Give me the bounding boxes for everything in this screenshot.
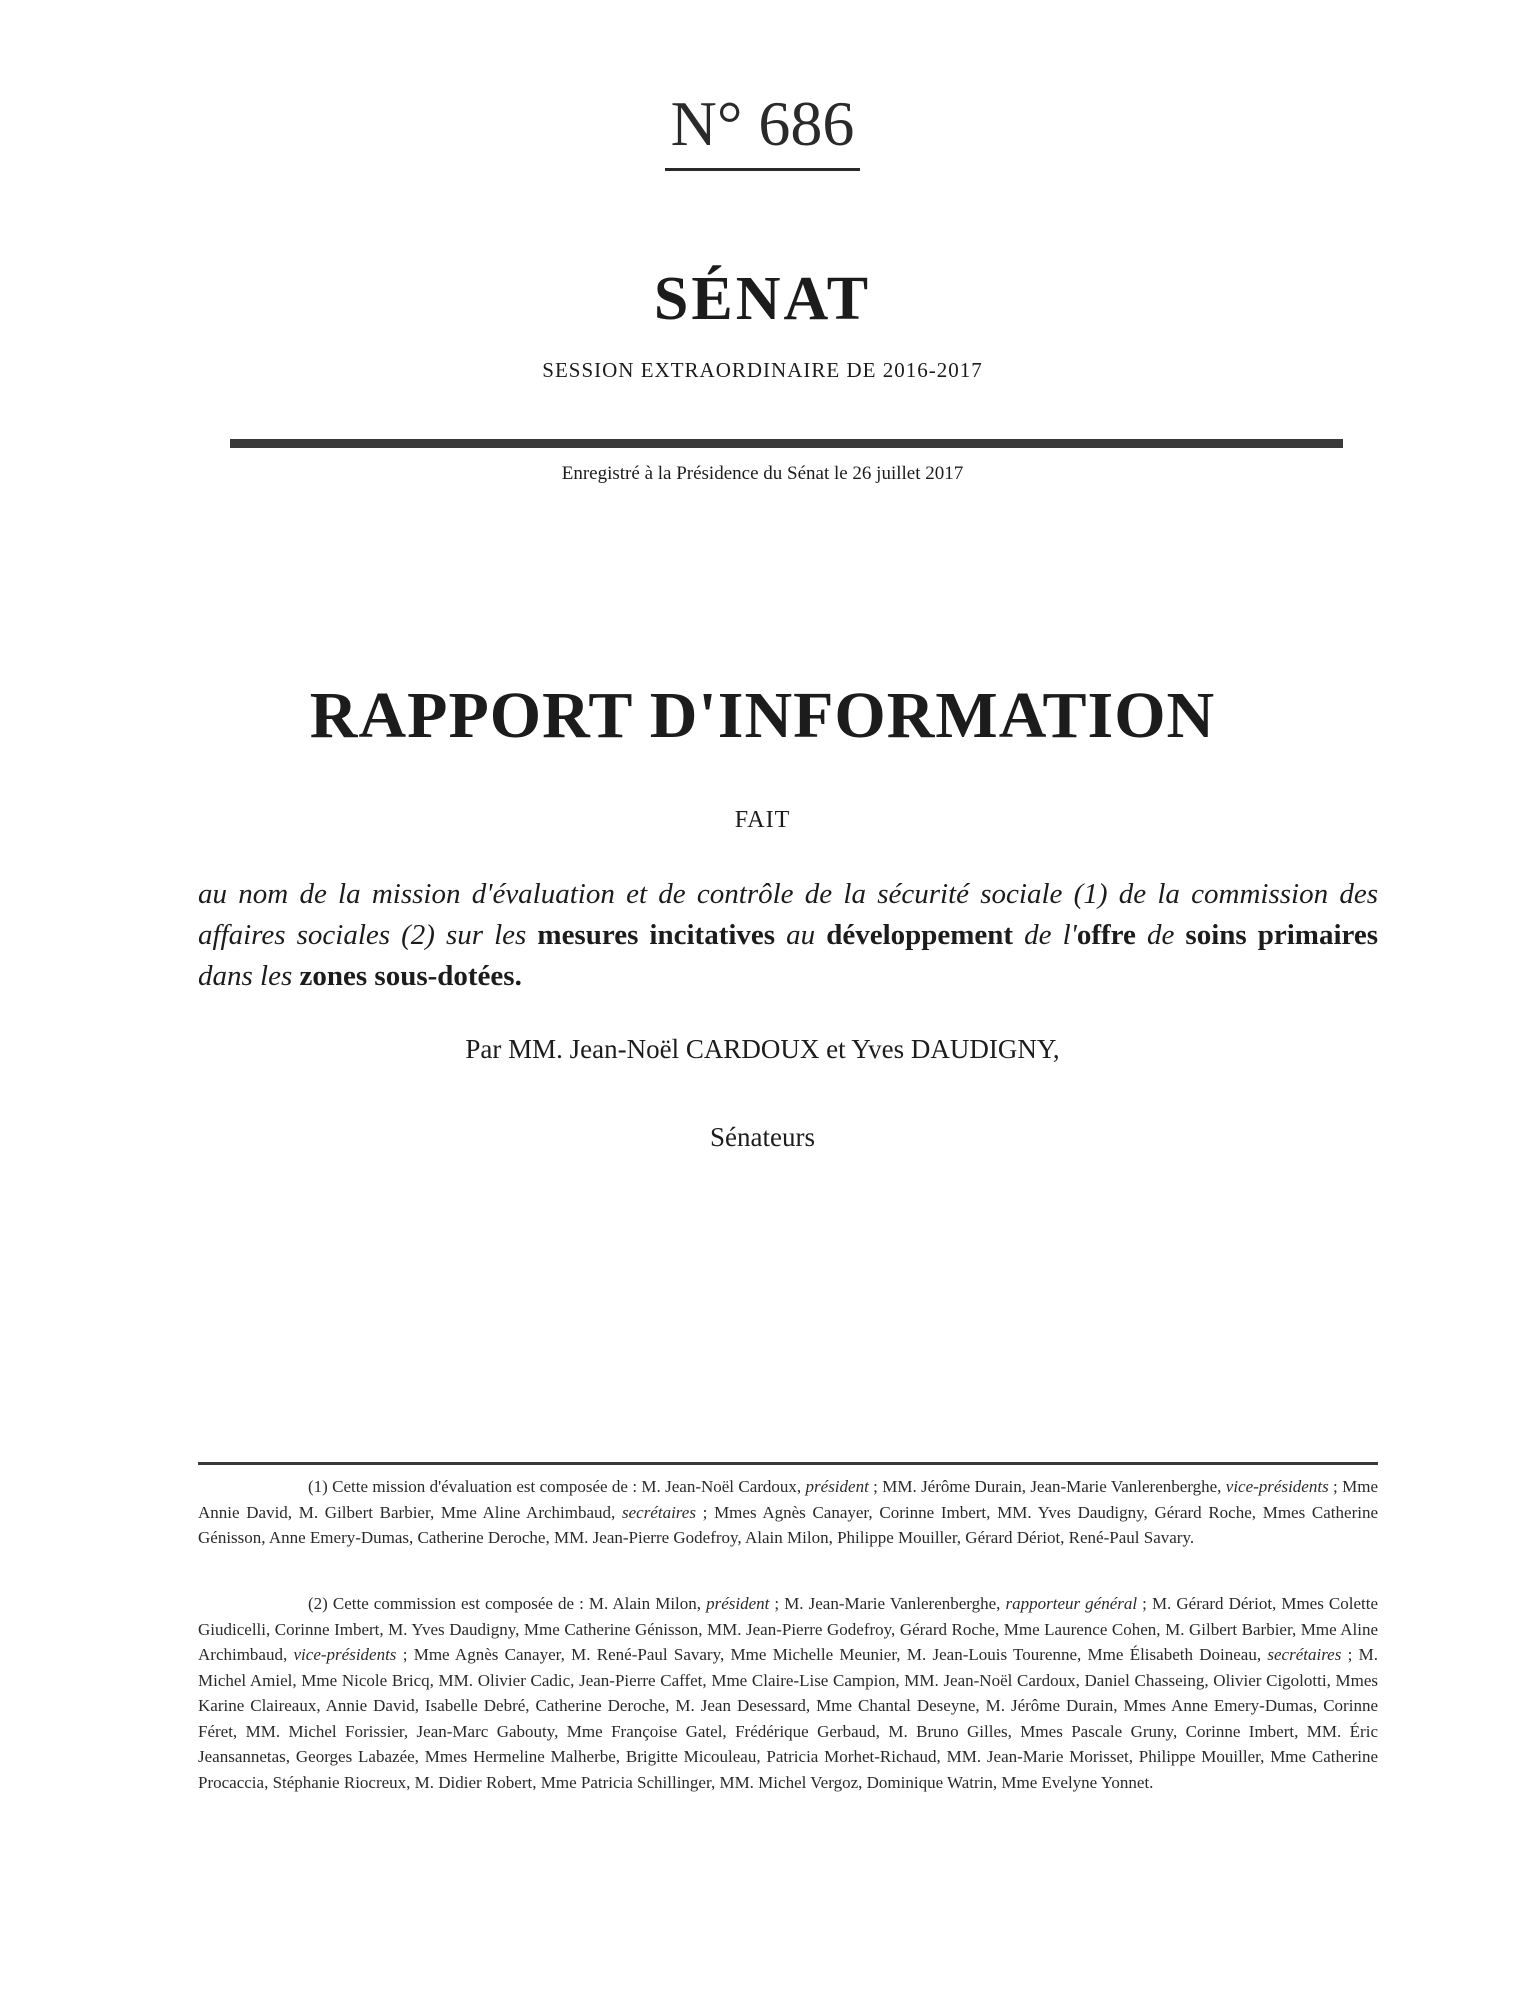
authors-role: Sénateurs bbox=[710, 1122, 815, 1152]
subject-text: dans les bbox=[198, 960, 300, 992]
subject-text: de l' bbox=[1013, 919, 1077, 951]
document-number: N° 686 bbox=[0, 92, 1525, 171]
subject-emphasis: offre bbox=[1076, 919, 1136, 951]
report-title: RAPPORT D'INFORMATION bbox=[309, 679, 1216, 752]
footnote-1: (1) Cette mission d'évaluation est composée de : M. Jean-Noël Cardoux, président ; MM. Jérôme Durain, Jean-Marie Vanlerenberghe, vice-présidents ; Mme Annie David, M. Gilbert Barbier, Mme Aline Archimbaud, secrétaires ; Mmes Agnès Canayer, Corinne Imbert, MM. Yves Daudigny, Gérard Roche, Mmes Catherine Génisson, Anne Emery-Dumas, Catherine Deroche, MM. Jean-Pierre Godefroy, Alain Milon, Philippe Mouiller, Gérard Dériot, René-Paul Savary. bbox=[198, 1477, 1378, 1547]
chamber-title: SÉNAT bbox=[653, 265, 872, 333]
subject-text: au nom de la mission d'évaluation et de contrôle de la sécurité sociale (1) de la commission des affaires sociales (2) sur les bbox=[198, 878, 1378, 951]
report-subject bbox=[198, 874, 1378, 997]
subject-emphasis: mesures incitatives bbox=[537, 919, 776, 951]
subject-emphasis: développement bbox=[826, 919, 1014, 951]
session-line: SESSION EXTRAORDINAIRE DE 2016-2017 bbox=[542, 358, 983, 382]
footnote-divider bbox=[198, 1462, 1378, 1465]
subject-end: . bbox=[514, 960, 522, 992]
header-divider bbox=[230, 439, 1343, 448]
fait-label: FAIT bbox=[734, 807, 791, 833]
authors-line: Par MM. Jean-Noël CARDOUX et Yves DAUDIGNY, bbox=[465, 1034, 1060, 1064]
subject-emphasis: soins primaires bbox=[1185, 919, 1379, 951]
footnote-2: (2) Cette commission est composée de : M. Alain Milon, président ; M. Jean-Marie Vanlerenberghe, rapporteur général ; M. Gérard Dériot, Mmes Colette Giudicelli, Corinne Imbert, M. Yves Daudigny, Mme Catherine Génisson, MM. Jean-Pierre Godefroy, Gérard Roche, Mme Laurence Cohen, M. Gilbert Barbier, Mme Aline Archimbaud, vice-présidents ; Mme Agnès Canayer, M. René-Paul Savary, Mme Michelle Meunier, M. Jean-Louis Tourenne, Mme Élisabeth Doineau, secrétaires ; M. Michel Amiel, Mme Nicole Bricq, MM. Olivier Cadic, Jean-Pierre Caffet, Mme Claire-Lise Campion, MM. Jean-Noël Cardoux, Daniel Chasseing, Olivier Cigolotti, Mmes Karine Claireaux, Annie David, Isabelle Debré, Catherine Deroche, M. Jean Desessard, Mme Chantal Deseyne, M. Jérôme Durain, Mmes Anne Emery-Dumas, Corinne Féret, MM. Michel Forissier, Jean-Marc Gabouty, Mme Françoise Gatel, Frédérique Gerbaud, M. Bruno Gilles, Mmes Pascale Gruny, Corinne Imbert, MM. Éric Jeansannetas, Georges Labazée, Mmes Hermeline Malherbe, Brigitte Micouleau, Patricia Morhet-Richaud, MM. Jean-Marie Morisset, Philippe Mouiller, Mme Catherine Procaccia, Stéphanie Riocreux, M. Didier Robert, Mme Patricia Schillinger, MM. Michel Vergoz, Dominique Watrin, Mme Evelyne Yonnet. bbox=[198, 1594, 1379, 1792]
registration-line: Enregistré à la Présidence du Sénat le 26 juillet 2017 bbox=[561, 463, 964, 484]
subject-emphasis: zones sous-dotées bbox=[299, 960, 515, 992]
subject-text: au bbox=[775, 919, 827, 951]
subject-text: de bbox=[1135, 919, 1186, 951]
